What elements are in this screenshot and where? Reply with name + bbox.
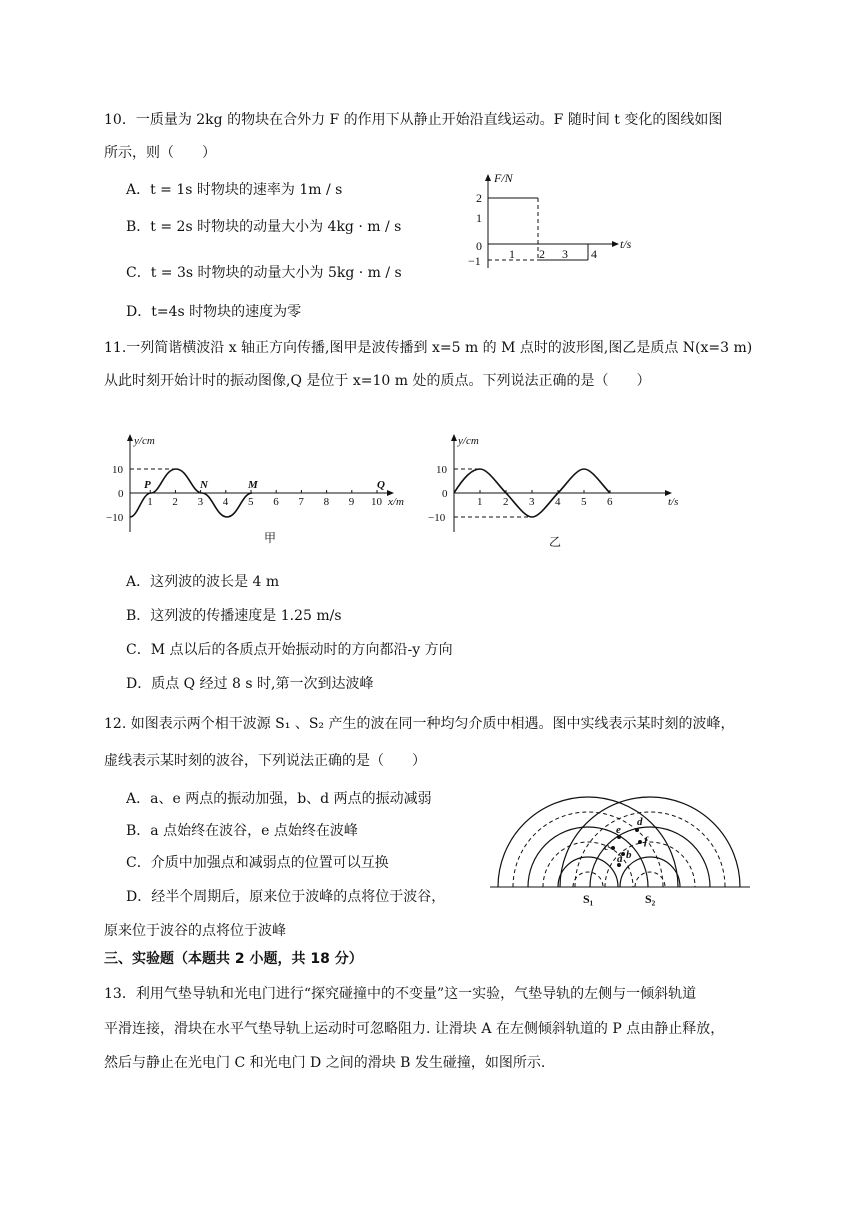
q12-option-c: C．介质中加强点和减弱点的位置可以互换	[126, 855, 389, 871]
q12-stem-line1: 12. 如图表示两个相干波源 S₁ 、S₂ 产生的波在同一种均匀介质中相遇。图中实线表示某时刻的波峰，	[104, 716, 735, 732]
q11a-xlabel: x/m	[388, 496, 404, 508]
q12-label-f: f	[644, 835, 648, 847]
q10-ylabel: F/N	[494, 171, 513, 185]
q11b-xtick-3: 3	[529, 496, 535, 508]
q11a-ytick-10: 10	[112, 464, 123, 476]
q11b-ytick-neg10: −10	[428, 512, 446, 524]
q11a-xtick-6: 6	[273, 496, 279, 508]
q11b-xtick-6: 6	[607, 496, 613, 508]
q11-stem-line2: 从此时刻开始计时的振动图像,Q 是位于 x=10 m 处的质点。下列说法正确的是（ ）	[104, 373, 651, 389]
q10-xtick-4: 4	[591, 247, 597, 261]
q12-option-b: B．a 点始终在波谷，e 点始终在波峰	[126, 823, 358, 839]
q12-option-d: D．经半个周期后，原来位于波峰的点将位于波谷，	[126, 889, 446, 905]
q10-ytick-2: 2	[476, 191, 482, 205]
q11b-origin: 0	[442, 488, 448, 500]
q11a-point-n: N	[200, 479, 208, 491]
q10-force-time-graph	[460, 168, 660, 278]
q10-origin: 0	[476, 239, 482, 253]
q10-option-a: A．t = 1s 时物块的速率为 1m / s	[126, 182, 343, 198]
q10-ytick-1: 1	[476, 211, 482, 225]
q12-label-c: c	[604, 841, 609, 853]
q11a-ytick-neg10: −10	[106, 512, 124, 524]
q10-ytick-neg1: −1	[468, 254, 481, 268]
q11a-xtick-1: 1	[147, 496, 153, 508]
q11a-origin: 0	[118, 488, 124, 500]
section-3-heading: 三、实验题（本题共 2 小题，共 18 分）	[104, 951, 363, 967]
q11b-xtick-2: 2	[503, 496, 509, 508]
q11b-ytick-10: 10	[436, 464, 447, 476]
q11-vibration-graph	[428, 430, 698, 550]
q11-waveform-graph	[100, 430, 404, 550]
q10-stem-line2: 所示，则（ ）	[104, 145, 216, 161]
q10-option-b: B．t = 2s 时物块的动量大小为 4kg · m / s	[126, 219, 402, 235]
q11a-xtick-4: 4	[222, 496, 229, 508]
q10-xlabel: t/s	[620, 237, 632, 251]
q11a-xtick-5: 5	[248, 496, 254, 508]
q11a-xtick-7: 7	[298, 496, 304, 508]
q12-label-s2: S₂	[645, 892, 656, 906]
q11b-ylabel: y/cm	[458, 435, 479, 447]
q11b-xtick-1: 1	[477, 496, 483, 508]
q11-option-d: D．质点 Q 经过 8 s 时,第一次到达波峰	[126, 676, 374, 692]
q11b-caption: 乙	[549, 535, 562, 549]
q11a-xtick-9: 9	[348, 496, 355, 508]
q11-option-a: A．这列波的波长是 4 m	[126, 574, 280, 590]
q10-option-d: D．t=4s 时物块的速度为零	[126, 304, 302, 320]
q10-option-c: C．t = 3s 时物块的动量大小为 5kg · m / s	[126, 265, 402, 281]
q11b-xtick-5: 5	[581, 496, 587, 508]
q12-label-e: e	[616, 824, 621, 836]
q12-label-d: d	[637, 816, 643, 828]
q13-stem-line1: 13．利用气垫导轨和光电门进行“探究碰撞中的不变量”这一实验，气垫导轨的左侧与一倾斜轨道	[104, 986, 697, 1002]
q11a-xtick-3: 3	[197, 496, 204, 508]
q12-label-a: a	[617, 853, 623, 865]
q11a-xtick-2: 2	[172, 496, 178, 508]
q10-stem-line1: 10．一质量为 2kg 的物块在合外力 F 的作用下从静止开始沿直线运动。F 随时间 t 变化的图线如图	[104, 112, 723, 128]
q13-stem-line3: 然后与静止在光电门 C 和光电门 D 之间的滑块 B 发生碰撞，如图所示.	[104, 1055, 546, 1071]
q11-stem-line1: 11.一列简谐横波沿 x 轴正方向传播,图甲是波传播到 x=5 m 的 M 点时的波形图,图乙是质点 N(x=3 m)	[104, 340, 753, 356]
q11b-xlabel: t/s	[668, 496, 679, 508]
q11a-caption: 甲	[264, 531, 277, 545]
q13-stem-line2: 平滑连接，滑块在水平气垫导轨上运动时可忽略阻力. 让滑块 A 在左侧倾斜轨道的 P 点由静止释放，	[104, 1021, 725, 1037]
q11a-point-q: Q	[377, 479, 385, 491]
q10-xtick-1: 1	[509, 247, 515, 261]
q11a-xtick-10: 10	[371, 496, 382, 508]
q11a-point-p: P	[144, 479, 151, 491]
q12-label-b: b	[626, 849, 632, 861]
q11b-xtick-4: 4	[555, 496, 561, 508]
q11-option-c: C．M 点以后的各质点开始振动时的方向都沿-y 方向	[126, 642, 453, 658]
q11a-ylabel: y/cm	[134, 435, 155, 447]
q11a-point-m: M	[248, 479, 258, 491]
q10-xtick-2: 2	[539, 247, 545, 261]
q12-interference-figure	[485, 780, 765, 910]
q12-option-d-cont: 原来位于波谷的点将位于波峰	[104, 923, 286, 939]
q10-xtick-3: 3	[562, 247, 568, 261]
q11-option-b: B．这列波的传播速度是 1.25 m/s	[126, 608, 342, 624]
q12-stem-line2: 虚线表示某时刻的波谷，下列说法正确的是（ ）	[104, 753, 426, 769]
q11a-xtick-8: 8	[323, 496, 330, 508]
q12-label-s1: S₁	[583, 892, 594, 906]
q12-option-a: A．a、e 两点的振动加强，b、d 两点的振动减弱	[126, 791, 432, 807]
